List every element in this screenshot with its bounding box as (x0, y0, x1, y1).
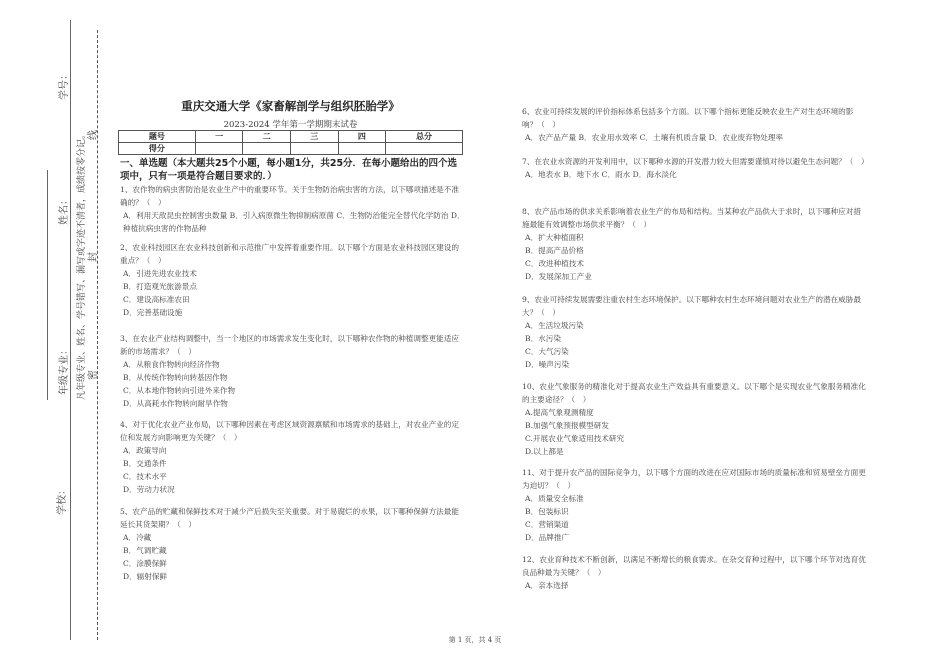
question-stem: 10、农业气象服务的精准化对于提高农业生产效益具有重要意义。以下哪个是实现农业气象服务精准化的主要途径？（ ） (522, 382, 866, 404)
question-stem: 9、农业可持续发展需要注重农村生态环境保护。以下哪种农村生态环境问题对农业生产的潜在威胁最大？（ ） (522, 295, 861, 317)
binding-dashed-line (97, 30, 98, 640)
seal-xian: 线 (88, 130, 99, 140)
option-b: B．包装标识 (525, 507, 569, 516)
option-b: B．水污染 (525, 334, 561, 343)
option-c: C．技术水平 (123, 472, 167, 481)
score-cell: 四 (338, 131, 386, 143)
score-cell: 二 (243, 131, 291, 143)
question-7 (522, 155, 867, 181)
option-c: C．大气污染 (525, 347, 569, 356)
seal-feng: 封 (88, 252, 99, 262)
option-b: B．气调贮藏 (123, 546, 167, 555)
option-b: B．从传统作物转向转基因作物 (123, 373, 228, 382)
binding-strip (0, 0, 110, 672)
grade-label: 年级专业： (59, 345, 70, 395)
binding-line-outer (70, 20, 71, 640)
option-c: C．涂膜保鲜 (123, 559, 167, 568)
option-c: C.开展农业气象适用技术研究 (525, 434, 625, 443)
question-options: A．农产品产量 B．农业用水效率 C．土壤有机质含量 D．农业废弃物处理率 (525, 133, 784, 142)
question-11 (522, 466, 867, 544)
option-b: B．提高产品价格 (525, 246, 584, 255)
question-8 (522, 205, 867, 283)
question-options: A．利用天敌昆虫控制害虫数量 B．引入病原微生物抑制病原菌 C．生物防治能完全替代化学防治 D．种植抗病虫害的作物品种 (123, 211, 465, 233)
question-6 (522, 105, 867, 144)
score-cell: 总分 (386, 131, 463, 143)
score-cell (386, 143, 463, 155)
binding-line-inner (47, 170, 48, 400)
question-stem: 2、农业科技园区在农业科技创新和示范推广中发挥着重要作用。以下哪个方面是农业科技园区建设的重点？（ ） (120, 243, 459, 265)
question-4 (120, 418, 465, 496)
question-stem: 3、在农业产业结构调整中，当一个地区的市场需求发生变化时，以下哪种农作物的种植调整更能适应新的市场需求？（ ） (120, 334, 459, 356)
question-options: A．地表水 B．地下水 C．雨水 D．海水淡化 (525, 170, 677, 179)
exam-subtitle: 2023-2024 学年第一学期期末试卷 (223, 120, 358, 130)
score-cell: 三 (290, 131, 338, 143)
question-1 (120, 183, 465, 235)
question-9 (522, 293, 867, 371)
question-2 (120, 241, 465, 319)
option-c: C．改进种植技术 (525, 259, 584, 268)
score-table-header-row (119, 131, 463, 143)
question-12 (522, 553, 867, 592)
score-cell: 得分 (119, 143, 196, 155)
score-table (118, 130, 463, 155)
student-id-label: 学号： (59, 70, 70, 100)
question-stem: 6、农业可持续发展的评价指标体系包括多个方面。以下哪个指标更能反映农业生产对生态环境的影响？（ ） (522, 107, 854, 129)
option-d: D．品牌推广 (525, 533, 570, 542)
section-heading: 一、单选题（本大题共25个小题，每小题1分，共25分．在每小题给出的四个选项中，只有一项是符合题目要求的．） (120, 158, 458, 182)
score-cell (290, 143, 338, 155)
option-c: C．建设高标准农田 (123, 295, 190, 304)
option-a: A．从粮食作物转向经济作物 (123, 360, 220, 369)
option-c: C．从本地作物转向引进外来作物 (123, 386, 236, 395)
question-stem: 12、农业育种技术不断创新，以满足不断增长的粮食需求。在杂交育种过程中，以下哪个环节对选育优良品种最为关键？（ ） (522, 555, 866, 577)
option-d: D．发展深加工产业 (525, 272, 592, 281)
option-d: D．劳动力状况 (123, 485, 175, 494)
option-a: A．亲本选择 (525, 581, 569, 590)
option-a: A.提高气象观测精度 (525, 408, 594, 417)
question-stem: 1、农作物的病虫害防治是农业生产中的重要环节。关于生物防治病虫害的方法，以下哪项描述是不准确的？（ ） (120, 185, 459, 207)
seal-mi: 密 (88, 370, 99, 380)
option-a: A．质量安全标准 (525, 494, 584, 503)
question-stem: 5、农产品的贮藏和保鲜技术对于减少产后损失至关重要。对于易腐烂的水果，以下哪种保鲜方法最能延长其货架期？（ ） (120, 507, 459, 529)
question-stem: 7、在农业水资源的开发利用中，以下哪种水源的开发潜力较大但需要谨慎对待以避免生态问题？（ ） (522, 157, 869, 166)
question-stem: 11、对于提升农产品的国际竞争力，以下哪个方面的改进在应对国际市场的质量标准和贸易壁垒方面更为迫切？（ ） (522, 468, 866, 490)
question-3 (120, 332, 465, 410)
score-cell (338, 143, 386, 155)
option-b: B．交通条件 (123, 459, 167, 468)
option-a: A．生活垃圾污染 (525, 321, 584, 330)
option-d: D．完善基础设施 (123, 308, 183, 317)
option-b: B．打造观光旅游景点 (123, 282, 197, 291)
exam-title: 重庆交通大学《家畜解剖学与组织胚胎学》 (181, 99, 400, 113)
option-d: D.以上都是 (525, 447, 564, 456)
option-a: A．扩大种植面积 (525, 233, 584, 242)
name-label: 姓名： (59, 195, 70, 225)
option-a: A．政策导向 (123, 446, 167, 455)
question-10 (522, 380, 867, 458)
score-cell (195, 143, 243, 155)
option-c: C．营销渠道 (525, 520, 569, 529)
question-stem: 4、对于优化农业产业布局，以下哪种因素在考虑区域资源禀赋和市场需求的基础上，对农业产业的定位和发展方向影响更为关键？（ ） (120, 420, 459, 442)
score-table-score-row (119, 143, 463, 155)
option-d: D．辐射保鲜 (123, 572, 168, 581)
binding-notice: 凡年级专业、姓名、学号错写、漏写或字迹不清者，成绩按零分记。 (77, 129, 87, 400)
option-b: B.加强气象预报模型研发 (525, 421, 609, 430)
option-d: D．从高耗水作物转向耐旱作物 (123, 399, 228, 408)
option-d: D．噪声污染 (525, 360, 570, 369)
score-cell (243, 143, 291, 155)
option-a: A．冷藏 (123, 533, 152, 542)
question-stem: 8、农产品市场的供求关系影响着农业生产的布局和结构。当某种农产品供大于求时，以下哪种应对措施最能有效调整市场供求平衡？（ ） (522, 207, 861, 229)
score-cell: 题号 (119, 131, 196, 143)
option-a: A．引进先进农业技术 (123, 269, 197, 278)
page-footer: 第 1 页，共 4 页 (448, 636, 502, 644)
school-label: 学校： (57, 485, 68, 515)
question-5 (120, 505, 465, 583)
score-cell: 一 (195, 131, 243, 143)
